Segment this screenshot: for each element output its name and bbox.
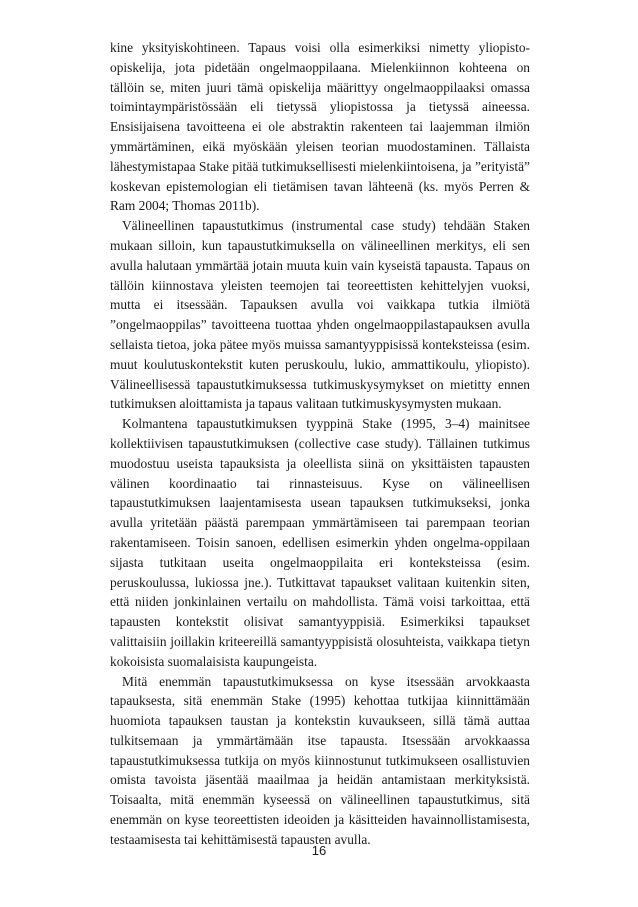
body-text: [110, 38, 530, 850]
paragraph-continuation: kine yksityiskohtineen. Tapaus voisi olla esimerkiksi nimetty yliopisto-opiskelija, jota pidetään ongelmaoppilaana. Mielenkiinnon kohteena on tällöin se, miten juuri tämä opiskelija määrittyy ongelmaoppilaaksi omassa toimintaympäristössään eli tietyssä yliopistossa ja tietyssä aineessa. Ensisijaisena tavoitteena ei ole abstraktin rakenteen tai laajemman ilmiön ymmärtäminen, eikä myöskään yleisen teorian muodostaminen. Tällaista lähestymistapaa Stake pitää tutkimuksellisesti mielenkiintoisena, ja ”erityistä” koskevan epistemologian eli tietämisen tavan lähteenä (ks. myös Perren & Ram 2004; Thomas 2011b).: [110, 40, 530, 214]
paragraph-collective-case-study: Kolmantena tapaustutkimuksen tyyppinä Stake (1995, 3–4) mainitsee kollektiivisen tapaustutkimuksen (collective case study). Tällainen tutkimus muodostuu useista tapauksista ja oleellista siinä on yksittäisten tapausten välinen koordinaatio tai rinnasteisuus. Kyse on välineellisen tapaustutkimuksen laajentamisesta usean tapauksen tutkimukseksi, jonka avulla yritetään päästä parempaan ymmärtämiseen tai parempaan teorian rakentamiseen. Toisin sanoen, edellisen esimerkin yhden ongelma-oppilaan sijasta tutkitaan useita ongelmaoppilaita eri konteksteissa (esim. peruskoulussa, lukiossa jne.). Tutkittavat tapaukset valitaan kuitenkin siten, että niiden jonkinlainen vertailu on mahdollista. Tämä voisi tarkoittaa, että tapausten kontekstit olisivat samantyyppisiä. Esimerkiksi tapaukset valittaisiin joillakin kriteereillä samantyyppisistä olosuhteista, vaikkapa tietyn kokoisista suomalaisista kaupungeista.: [110, 416, 530, 669]
paragraph-instrumental-case-study: Välineellinen tapaustutkimus (instrumental case study) tehdään Staken mukaan silloin, kun tapaustutkimuksella on välineellinen merkitys, eli sen avulla halutaan ymmärtää jotain muuta kuin vain kyseistä tapausta. Tapaus on tällöin kiinnostava yleisten teemojen tai teoreettisten kehittelyjen vuoksi, mutta ei itsessään. Tapauksen avulla voi vaikkapa tutkia ilmiötä ”ongelmaoppilas” tavoitteena tuottaa yhden ongelmaoppilastapauksen avulla sellaista tietoa, joka pätee myös muissa samantyyppisissä konteksteissa (esim. muut koulutuskontekstit kuten peruskoulu, lukio, ammattikoulu, yliopisto). Välineellisessä tapaustutkimuksessa tutkimuskysymykset on mietitty ennen tutkimuksen aloittamista ja tapaus valitaan tutkimuskysymysten mukaan.: [110, 218, 530, 412]
page-number: 16: [311, 843, 327, 858]
paragraph-intrinsic-vs-instrumental: Mitä enemmän tapaustutkimuksessa on kyse itsessään arvokkaasta tapauksesta, sitä enemmän Stake (1995) kehottaa tutkijaa kiinnittämään huomiota tapauksen taustan ja kontekstin kuvaukseen, sillä tämä auttaa tulkitsemaan ja ymmärtämään itse tapausta. Itsessään arvokkaassa tapaustutkimuksessa tutkija on myös kiinnostunut tutkimukseen osallistuvien omista tavoista jäsentää maailmaa ja heidän antamistaan merkityksistä. Toisaalta, mitä enemmän kyseessä on välineellinen tapaustutkimus, sitä enemmän on kyse teoreettisten ideoiden ja käsitteiden havainnollistamisesta, testaamisesta tai kehittämisestä tapausten avulla.: [110, 673, 530, 847]
